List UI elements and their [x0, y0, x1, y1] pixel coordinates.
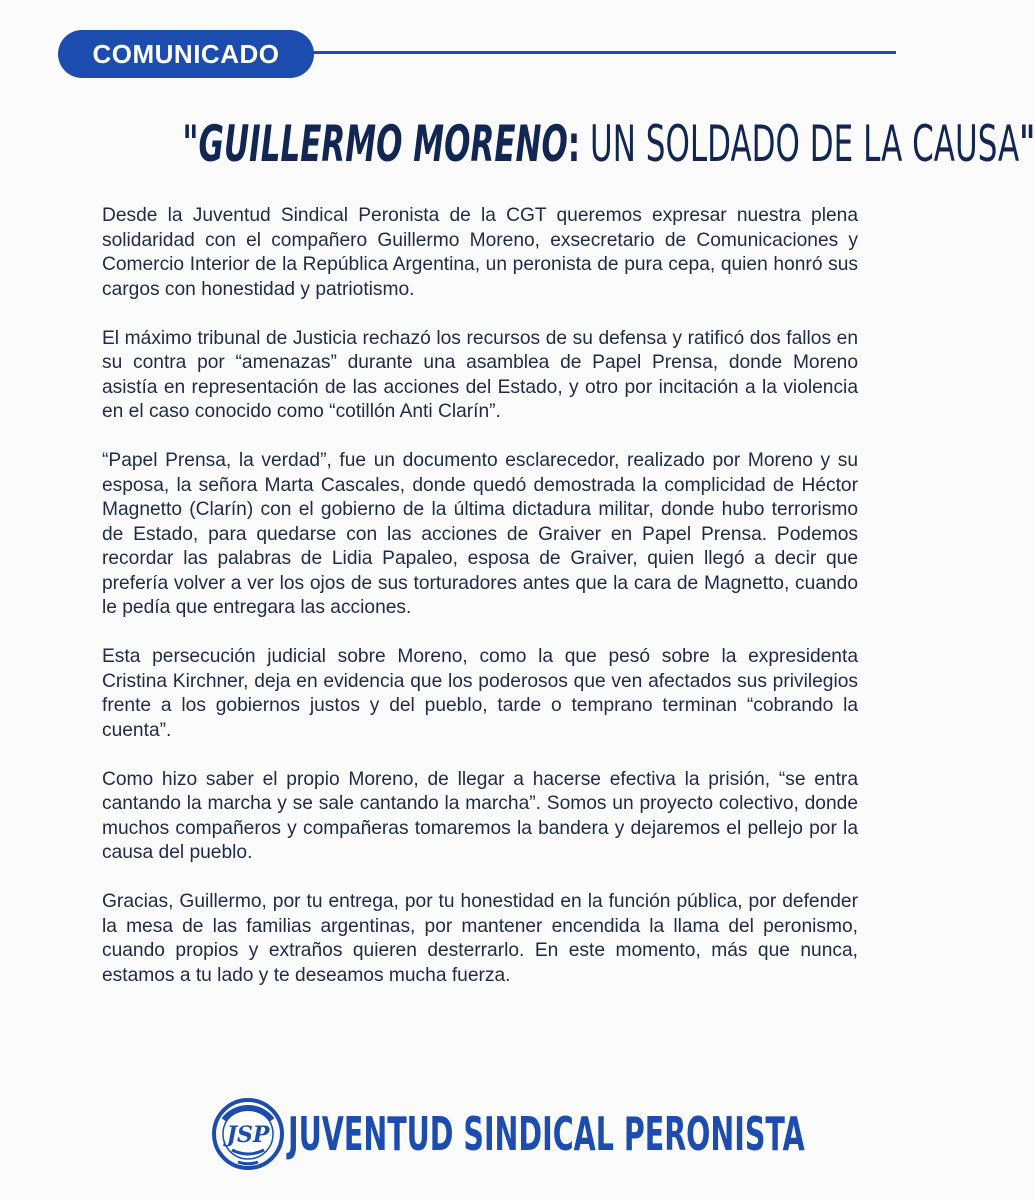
- paragraph: Gracias, Guillermo, por tu entrega, por tu honestidad en la función pública, por defender la mesa de las familias argentinas, por mantener encendida la llama del peronismo, cuando propios y extraños quieren desterrarlo. En este momento, más que nunca, estamos a tu lado y te deseamos mucha fuerza.: [102, 891, 858, 986]
- title-open-quote: ": [182, 115, 199, 173]
- page-title: [182, 102, 1035, 186]
- jsp-logo-icon: [210, 1096, 286, 1172]
- header-bar: [58, 30, 896, 78]
- paragraph: “Papel Prensa, la verdad”, fue un documento esclarecedor, realizado por Moreno y su esposa, la señora Marta Cascales, donde quedó demostrada la complicidad de Héctor Magnetto (Clarín) con el gobierno de la última dictadura militar, donde hubo terrorismo de Estado, para quedarse con las acciones de Graiver en Papel Prensa. Podemos recordar las palabras de Lidia Papaleo, esposa de Graiver, quien llegó a decir que prefería volver a ver los ojos de sus torturadores antes que la cara de Magnetto, cuando le pedía que entregara las acciones.: [102, 450, 858, 618]
- statement-body: [102, 204, 858, 1013]
- title-rest: UN SOLDADO DE LA CAUSA: [580, 115, 1020, 173]
- paragraph: El máximo tribunal de Justicia rechazó los recursos de su defensa y ratificó dos fallos en su contra por “amenazas” durante una asamblea de Papel Prensa, donde Moreno asistía en representación de las acciones del Estado, y otro por incitación a la violencia en el caso conocido como “cotillón Anti Clarín”.: [102, 327, 858, 422]
- badge-label: COMUNICADO: [92, 38, 280, 69]
- header-rule: [308, 51, 896, 54]
- title-colon: :: [567, 115, 581, 173]
- title-name: GUILLERMO MORENO: [198, 115, 568, 173]
- paragraph: Como hizo saber el propio Moreno, de llegar a hacerse efectiva la prisión, “se entra cantando la marcha y se sale cantando la marcha”. Somos un proyecto colectivo, donde muchos compañeros y compañeras tomaremos la bandera y dejaremos el pellejo por la causa del pueblo.: [102, 768, 858, 863]
- svg-text:JSP: JSP: [226, 1122, 270, 1148]
- comunicado-badge: [58, 30, 314, 78]
- paragraph: Esta persecución judicial sobre Moreno, como la que pesó sobre la expresidenta Cristina Kirchner, deja en evidencia que los poderosos que ven afectados sus privilegios frente a los gobiernos justos y del pueblo, tarde o temprano terminan “cobrando la cuenta”.: [102, 646, 858, 741]
- footer: [210, 1096, 805, 1176]
- title-close-quote: ": [1019, 115, 1035, 173]
- brand-name: JUVENTUD SINDICAL PERONISTA: [288, 1107, 805, 1161]
- paragraph: Desde la Juventud Sindical Peronista de la CGT queremos expresar nuestra plena solidaridad con el compañero Guillermo Moreno, exsecretario de Comunicaciones y Comercio Interior de la República Argentina, un peronista de pura cepa, quien honró sus cargos con honestidad y patriotismo.: [102, 205, 858, 300]
